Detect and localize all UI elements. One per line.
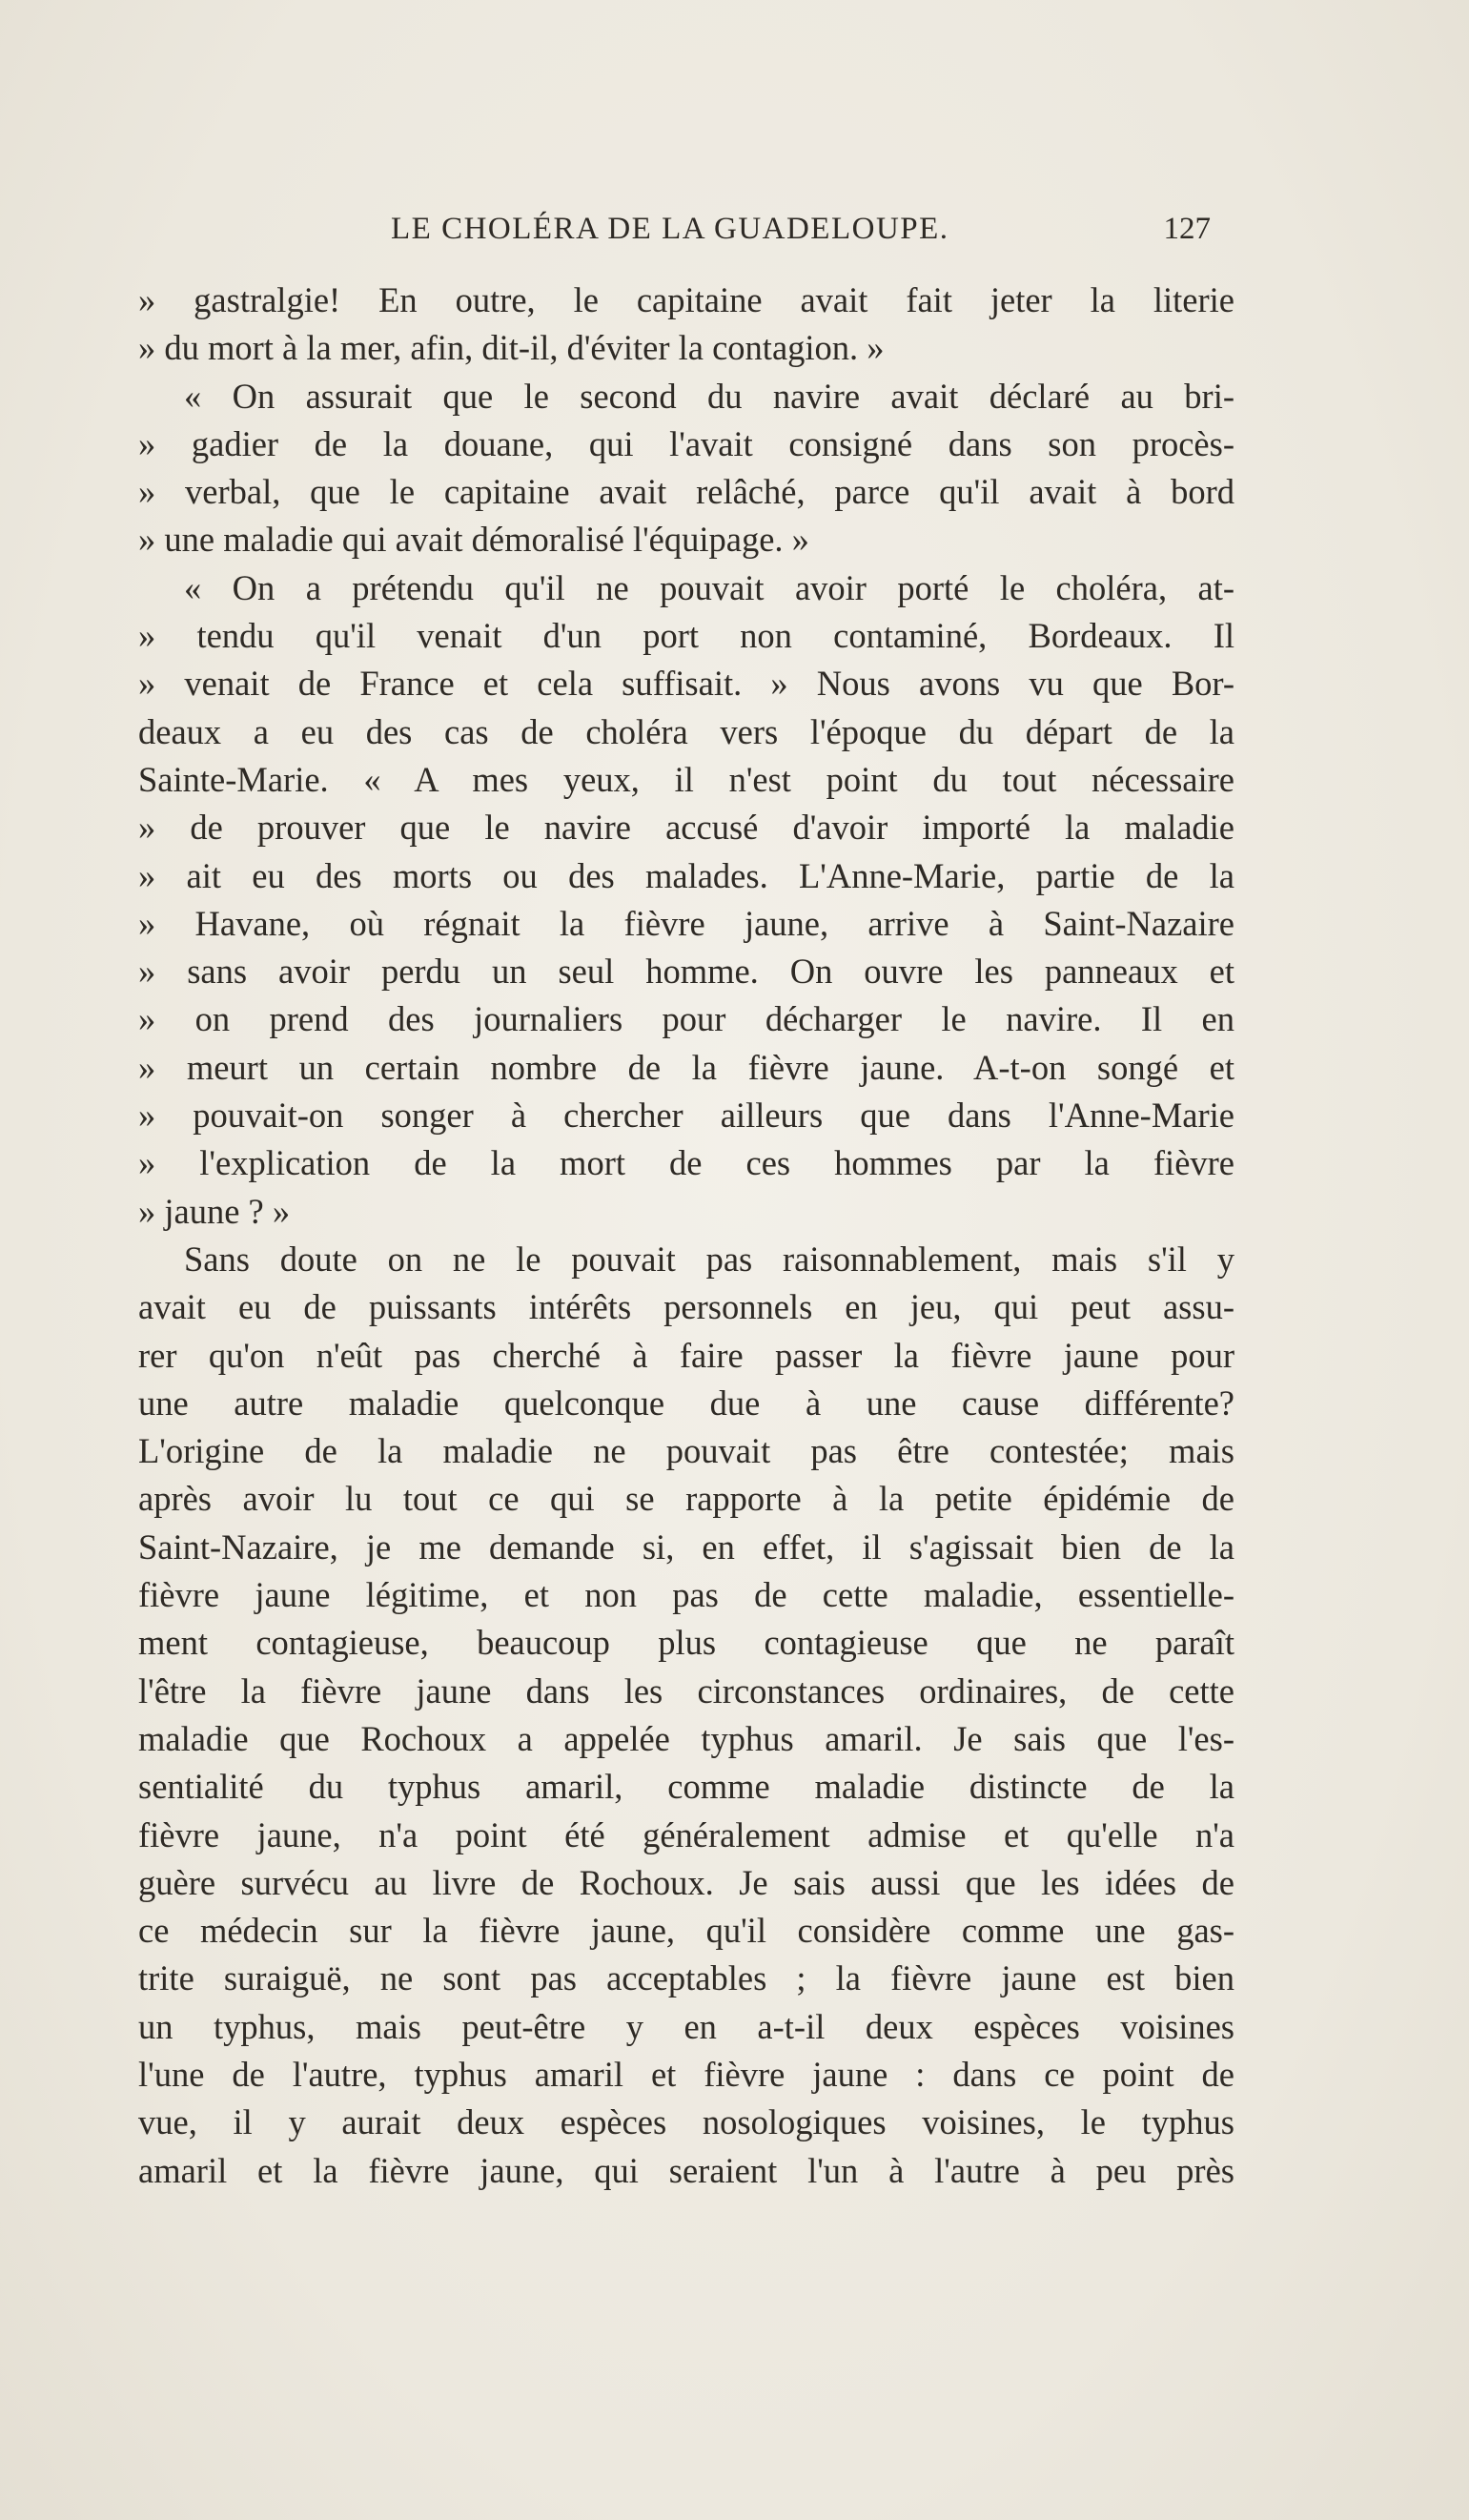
- text-line: rer qu'on n'eût pas cherché à faire passer la fièvre jaune pour: [138, 1335, 1234, 1375]
- text-line: « On a prétendu qu'il ne pouvait avoir porté le choléra, at-: [184, 567, 1234, 607]
- text-line: deaux a eu des cas de choléra vers l'époque du départ de la: [138, 711, 1234, 751]
- text-line: ment contagieuse, beaucoup plus contagieuse que ne paraît: [138, 1623, 1234, 1663]
- text-line: » tendu qu'il venait d'un port non contaminé, Bordeaux. Il: [138, 616, 1234, 656]
- text-line: » pouvait-on songer à chercher ailleurs que dans l'Anne-Marie: [138, 1096, 1234, 1136]
- text-line: » Havane, où régnait la fièvre jaune, arrive à Saint-Nazaire: [138, 903, 1234, 943]
- text-line: » ait eu des morts ou des malades. L'Anne-Marie, partie de la: [138, 855, 1234, 895]
- text-line: » une maladie qui avait démoralisé l'équipage. »: [138, 520, 809, 560]
- text-line: L'origine de la maladie ne pouvait pas être contestée; mais: [138, 1431, 1234, 1471]
- text-line: » du mort à la mer, afin, dit-il, d'éviter la contagion. »: [138, 328, 885, 368]
- text-line: avait eu de puissants intérêts personnels en jeu, qui peut assu-: [138, 1287, 1234, 1327]
- text-line: amaril et la fièvre jaune, qui seraient l'un à l'autre à peu près: [138, 2150, 1234, 2190]
- text-line: guère survécu au livre de Rochoux. Je sais aussi que les idées de: [138, 1862, 1234, 1902]
- text-line: » sans avoir perdu un seul homme. On ouvre les panneaux et: [138, 952, 1234, 992]
- text-line: vue, il y aurait deux espèces nosologiques voisines, le typhus: [138, 2102, 1234, 2142]
- text-line: fièvre jaune légitime, et non pas de cette maladie, essentielle-: [138, 1575, 1234, 1615]
- body-text: [138, 277, 1234, 2195]
- text-line: un typhus, mais peut-être y en a-t-il deux espèces voisines: [138, 2006, 1234, 2046]
- page-number: 127: [1163, 212, 1211, 246]
- page-header: [138, 212, 1211, 259]
- text-line: » meurt un certain nombre de la fièvre jaune. A-t-on songé et: [138, 1047, 1234, 1087]
- text-line: » on prend des journaliers pour décharger le navire. Il en: [138, 999, 1234, 1039]
- text-line: » gadier de la douane, qui l'avait consigné dans son procès-: [138, 423, 1234, 463]
- text-line: Sans doute on ne le pouvait pas raisonnablement, mais s'il y: [184, 1239, 1234, 1279]
- text-line: » jaune ? »: [138, 1191, 291, 1231]
- text-line: l'être la fièvre jaune dans les circonstances ordinaires, de cette: [138, 1670, 1234, 1711]
- text-line: fièvre jaune, n'a point été généralement admise et qu'elle n'a: [138, 1814, 1234, 1854]
- text-line: trite suraiguë, ne sont pas acceptables ; la fièvre jaune est bien: [138, 1958, 1234, 1998]
- text-line: ce médecin sur la fièvre jaune, qu'il considère comme une gas-: [138, 1911, 1234, 1951]
- text-line: Saint-Nazaire, je me demande si, en effet, il s'agissait bien de la: [138, 1526, 1234, 1567]
- text-line: « On assurait que le second du navire avait déclaré au bri-: [184, 376, 1234, 416]
- text-line: maladie que Rochoux a appelée typhus amaril. Je sais que l'es-: [138, 1718, 1234, 1758]
- text-line: » de prouver que le navire accusé d'avoir importé la maladie: [138, 808, 1234, 848]
- text-line: » verbal, que le capitaine avait relâché, parce qu'il avait à bord: [138, 472, 1234, 512]
- running-head: LE CHOLÉRA DE LA GUADELOUPE.: [391, 212, 949, 246]
- text-line: Sainte-Marie. « A mes yeux, il n'est point du tout nécessaire: [138, 759, 1234, 799]
- text-line: » gastralgie! En outre, le capitaine avait fait jeter la literie: [138, 280, 1234, 319]
- text-line: » venait de France et cela suffisait. » Nous avons vu que Bor-: [138, 664, 1234, 704]
- text-line: sentialité du typhus amaril, comme maladie distincte de la: [138, 1767, 1234, 1807]
- text-line: après avoir lu tout ce qui se rapporte à la petite épidémie de: [138, 1479, 1234, 1519]
- text-line: » l'explication de la mort de ces hommes par la fièvre: [138, 1143, 1234, 1183]
- text-line: l'une de l'autre, typhus amaril et fièvre jaune : dans ce point de: [138, 2054, 1234, 2094]
- text-line: une autre maladie quelconque due à une cause différente?: [138, 1383, 1234, 1423]
